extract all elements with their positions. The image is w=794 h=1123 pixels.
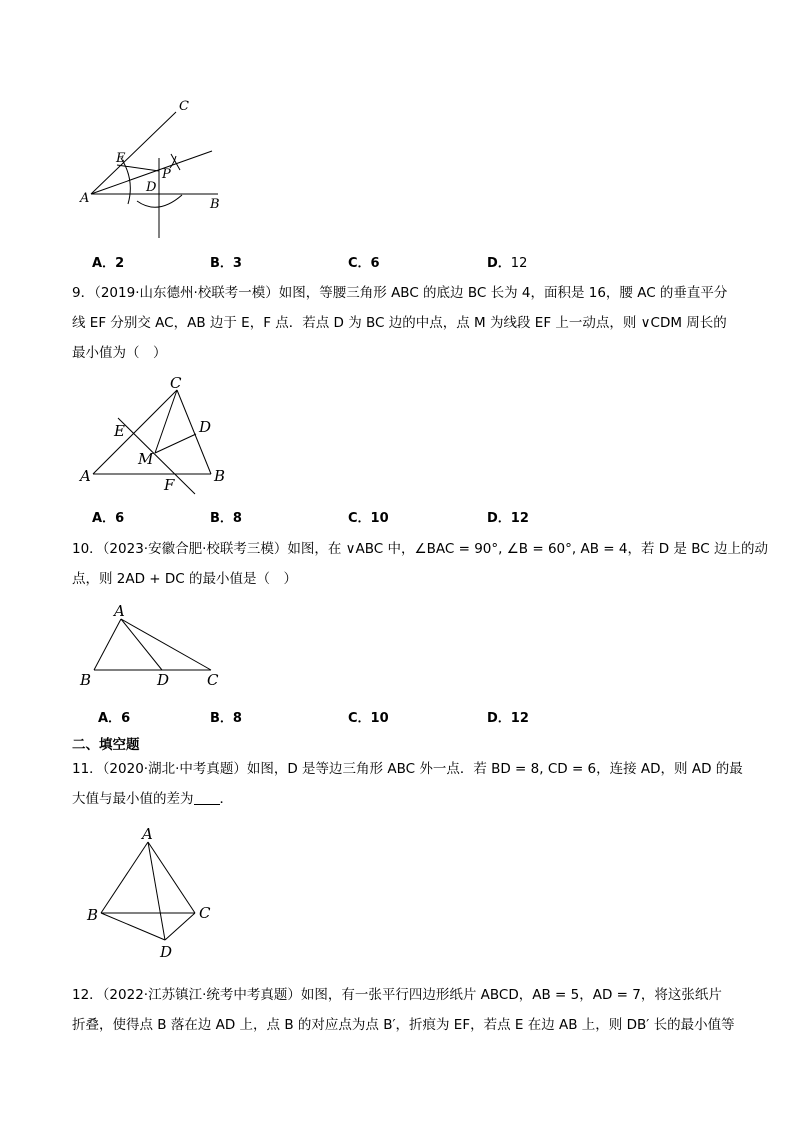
q8-option-d: D．12 (487, 256, 528, 271)
fig11-label-d: D (160, 943, 173, 961)
q9-option-b: B．8 (210, 511, 242, 526)
q9-text-line1: 9．（2019·山东德州·校联考一模）如图，等腰三角形 ABC 的底边 BC 长为 4，面积是 16，腰 AC 的垂直平分 (72, 285, 728, 301)
fig10-label-c: C (207, 671, 219, 689)
seg-cd (165, 913, 195, 940)
fig10-label-b: B (80, 671, 92, 689)
fig8-label-d: D (146, 180, 157, 195)
fig8-label-b: B (210, 197, 220, 212)
section-heading-fill-blank: 二、填空题 (72, 737, 140, 753)
fig9-label-f: F (164, 476, 175, 494)
q10-option-b: B．8 (210, 711, 242, 726)
q9-text-line2: 线 EF 分别交 AC，AB 边于 E，F 点．若点 D 为 BC 边的中点，点 M 为线段 EF 上一动点，则 ∨CDM 周长的 (72, 315, 727, 331)
q9-text-line3: 最小值为（ ） (72, 345, 167, 361)
q11-text-line2-post: ． (219, 791, 233, 807)
q10-option-d: D．12 (487, 711, 529, 726)
q9-option-a: A．6 (92, 511, 125, 526)
fig10-label-a: A (114, 602, 125, 620)
q10-option-a: A．6 (98, 711, 131, 726)
q10-text-line2: 点，则 2AD + DC 的最小值是（ ） (72, 571, 298, 587)
fig11-label-a: A (142, 825, 153, 843)
fig9-label-c: C (170, 374, 182, 392)
q8-option-c: C．6 (348, 256, 380, 271)
q8-option-a: A．2 (92, 256, 125, 271)
fig9-label-a: A (80, 467, 91, 485)
fig9-label-d: D (199, 418, 212, 436)
fig8-label-p: P (162, 167, 171, 182)
fig8-label-c: C (179, 99, 189, 114)
q8-option-b: B．3 (210, 256, 242, 271)
fig9-label-m: M (138, 450, 154, 468)
fig9-label-e: E (114, 422, 125, 440)
fig8-label-e: E (116, 151, 126, 166)
q11-text-line1: 11．（2020·湖北·中考真题）如图，D 是等边三角形 ABC 外一点．若 BD = 8, CD = 6，连接 AD，则 AD 的最 (72, 761, 743, 777)
fig9-label-b: B (214, 467, 226, 485)
side-ac (148, 842, 195, 913)
q10-option-c: C．10 (348, 711, 389, 726)
fig11-label-b: B (87, 906, 99, 924)
q9-option-d: D．12 (487, 511, 529, 526)
fig8-label-a: A (80, 191, 90, 206)
q10-text-line1: 10．（2023·安徽合肥·校联考三模）如图，在 ∨ABC 中，∠BAC = 90°, ∠B = 60°, AB = 4，若 D 是 BC 边上的动 (72, 541, 768, 557)
fig10-label-d: D (157, 671, 170, 689)
q12-text-line1: 12．（2022·江苏镇江·统考中考真题）如图，有一张平行四边形纸片 ABCD，AB = 5，AD = 7，将这张纸片 (72, 987, 722, 1003)
fig11-label-c: C (199, 904, 211, 922)
q11-text-line2-pre: 大值与最小值的差为 (72, 791, 194, 807)
seg-ad (148, 842, 165, 940)
seg-bd (101, 913, 165, 940)
q9-option-c: C．10 (348, 511, 389, 526)
q12-text-line2: 折叠，使得点 B 落在边 AD 上，点 B 的对应点为点 B′，折痕为 EF，若点 E 在边 AB 上，则 DB′ 长的最小值等 (72, 1017, 735, 1033)
side-ab (101, 842, 148, 913)
